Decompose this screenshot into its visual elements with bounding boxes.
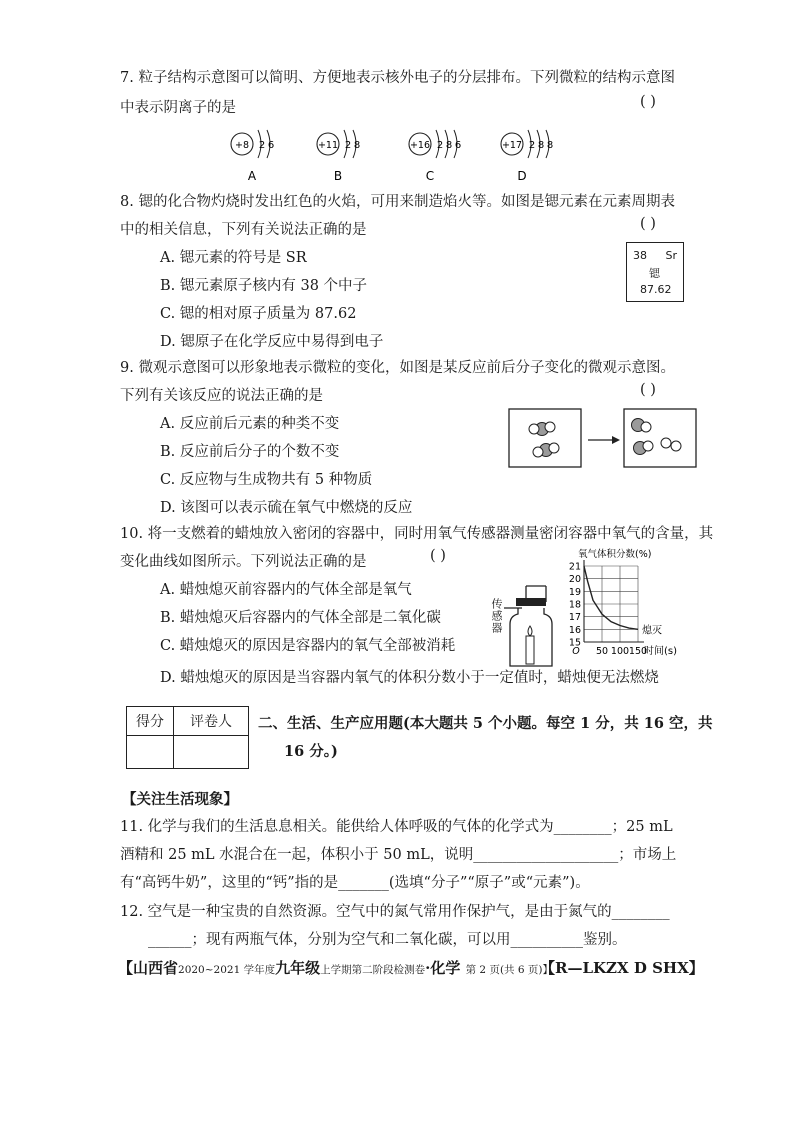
q11-line1: 11. 化学与我们的生活息息相关。能供给人体呼吸的气体的化学式为________；25 mL [120,819,673,835]
y-tick-label: 18 [568,599,581,611]
chart-ylabel: 氧气体积分数(%) [578,549,652,560]
before-reaction-box [509,409,581,467]
section2-title-line2: 16 分。) [284,743,338,760]
x-tick-label: O [572,646,580,657]
score-table [126,706,249,769]
q8-option-c[interactable]: C. 锶的相对原子质量为 87.62 [160,306,357,322]
footer-subject: ·化学 [425,959,461,977]
footer-left [118,957,553,978]
nucleus-charge: +8 [234,140,250,151]
reaction-micro-diagram [508,408,700,470]
q8-answer-paren[interactable]: ( ) [640,216,656,232]
nucleus-charge: +11 [317,140,339,151]
nucleus-charge: +16 [409,140,431,151]
atom-option-label: C [425,169,435,183]
grader-cell[interactable] [174,736,249,769]
candle [526,626,534,664]
shell-electron-count: 8 [546,140,554,151]
atom-option-label: A [247,169,257,183]
reaction-arrow [588,436,620,444]
q8-option-b[interactable]: B. 锶元素原子核内有 38 个中子 [160,278,368,294]
footer-code: 【R—LKZX D SHX】 [540,959,704,977]
y-tick-label: 16 [568,624,581,636]
q7-stem-line1: 7. 粒子结构示意图可以简明、方便地表示核外电子的分层排布。下列微粒的结构示意图 [120,70,675,86]
q8-stem-line2: 中的相关信息，下列有关说法正确的是 [120,222,367,238]
oxygen-chart [554,546,704,658]
q7-stem-line2: 中表示阴离子的是 [120,100,236,116]
section2-title-line1: 二、生活、生产应用题(本大题共 5 个小题。每空 1 分，共 16 空，共 [258,715,713,732]
q9-option-c[interactable]: C. 反应物与生成物共有 5 种物质 [160,472,373,488]
q7-atom-diagrams [230,128,630,184]
q8-option-a[interactable]: A. 锶元素的符号是 SR [160,250,307,266]
shell-electron-count: 6 [454,140,462,151]
x-tick-label: 150 [628,646,648,657]
q10-option-c[interactable]: C. 蜡烛熄灭的原因是容器内的氧气全部被消耗 [160,638,456,654]
element-symbol: Sr [665,249,677,262]
y-tick-label: 19 [568,586,581,598]
atomic-mass: 87.62 [640,283,672,296]
y-tick-label: 17 [568,612,581,624]
atom-diagram-d [501,130,553,183]
q10-stem-line1: 10. 将一支燃着的蜡烛放入密闭的容器中，同时用氧气传感器测量密闭容器中氧气的含量，其 [120,526,714,542]
score-cell[interactable] [127,736,174,769]
q10-option-a[interactable]: A. 蜡烛熄灭前容器内的气体全部是氧气 [160,582,412,598]
q10-answer-paren[interactable]: ( ) [430,548,446,564]
q9-option-b[interactable]: B. 反应前后分子的个数不变 [160,444,340,460]
score-header: 得分 [127,707,174,736]
q7-answer-paren[interactable]: ( ) [640,94,656,110]
q9-option-d[interactable]: D. 该图可以表示硫在氧气中燃烧的反应 [160,500,413,516]
extinguish-annotation: 熄灭 [642,625,662,637]
atom-diagram-a [231,130,274,183]
after-reaction-box [624,409,696,467]
q11-line3: 有“高钙牛奶”，这里的“钙”指的是_______(选填“分子”“原子”或“元素”)。 [120,875,590,891]
q9-answer-paren[interactable]: ( ) [640,382,656,398]
y-tick-label: 15 [568,637,581,649]
y-tick-label: 20 [568,574,581,586]
element-name: 锶 [649,267,660,280]
topic-heading: 【关注生活现象】 [122,791,238,808]
atom-option-label: D [517,169,527,183]
sensor-label: 传感器 [490,598,503,634]
shell-electron-count: 8 [445,140,453,151]
q8-option-d[interactable]: D. 锶原子在化学反应中易得到电子 [160,334,384,350]
shell-electron-count: 6 [267,140,275,151]
footer-page: 第 2 页(共 6 页)】 [465,964,553,976]
grader-header: 评卷人 [174,707,249,736]
shell-electron-count: 8 [353,140,361,151]
footer-province: 【山西省 [118,959,179,977]
q9-stem-line2: 下列有关该反应的说法正确的是 [120,388,323,404]
footer-grade: 九年级 [275,959,321,977]
shell-electron-count: 2 [436,140,444,151]
sensor-probe [504,586,546,608]
q12-line2: ______；现有两瓶气体，分别为空气和二氧化碳，可以用__________鉴别。 [148,932,627,948]
oxygen-curve [584,566,638,629]
q9-option-a[interactable]: A. 反应前后元素的种类不变 [160,416,340,432]
q10-option-b[interactable]: B. 蜡烛熄灭后容器内的气体全部是二氧化碳 [160,610,441,626]
y-tick-label: 21 [568,561,581,573]
nucleus-charge: +17 [501,140,523,151]
periodic-table-cell [626,242,684,302]
shell-electron-count: 2 [344,140,352,151]
candle-apparatus [500,584,560,668]
q12-line1: 12. 空气是一种宝贵的自然资源。空气中的氮气常用作保护气，是由于氮气的________ [120,904,670,920]
q10-stem-line2: 变化曲线如图所示。下列说法正确的是 [120,554,367,570]
atomic-number: 38 [633,249,647,262]
chart-xlabel: 时间(s) [644,646,678,657]
shell-electron-count: 2 [528,140,536,151]
atom-diagram-c [409,130,461,183]
chart-ticks [569,562,647,658]
q8-stem-line1: 8. 锶的化合物灼烧时发出红色的火焰，可用来制造焰火等。如图是锶元素在元素周期表 [120,194,675,210]
x-tick-label: 100 [610,646,630,657]
q11-line2: 酒精和 25 mL 水混合在一起，体积小于 50 mL，说明____________________；市场上 [120,847,677,863]
footer-year: 2020~2021 学年度 [178,964,276,976]
q9-stem-line1: 9. 微观示意图可以形象地表示微粒的变化，如图是某反应前后分子变化的微观示意图。 [120,360,675,376]
shell-electron-count: 2 [258,140,266,151]
shell-electron-count: 8 [537,140,545,151]
x-tick-label: 50 [595,646,609,657]
footer-exam: 上学期第二阶段检测卷 [320,964,426,976]
atom-option-label: B [333,169,343,183]
atom-diagram-b [317,130,360,183]
q10-option-d[interactable]: D. 蜡烛熄灭的原因是当容器内氧气的体积分数小于一定值时，蜡烛便无法燃烧 [160,670,659,686]
